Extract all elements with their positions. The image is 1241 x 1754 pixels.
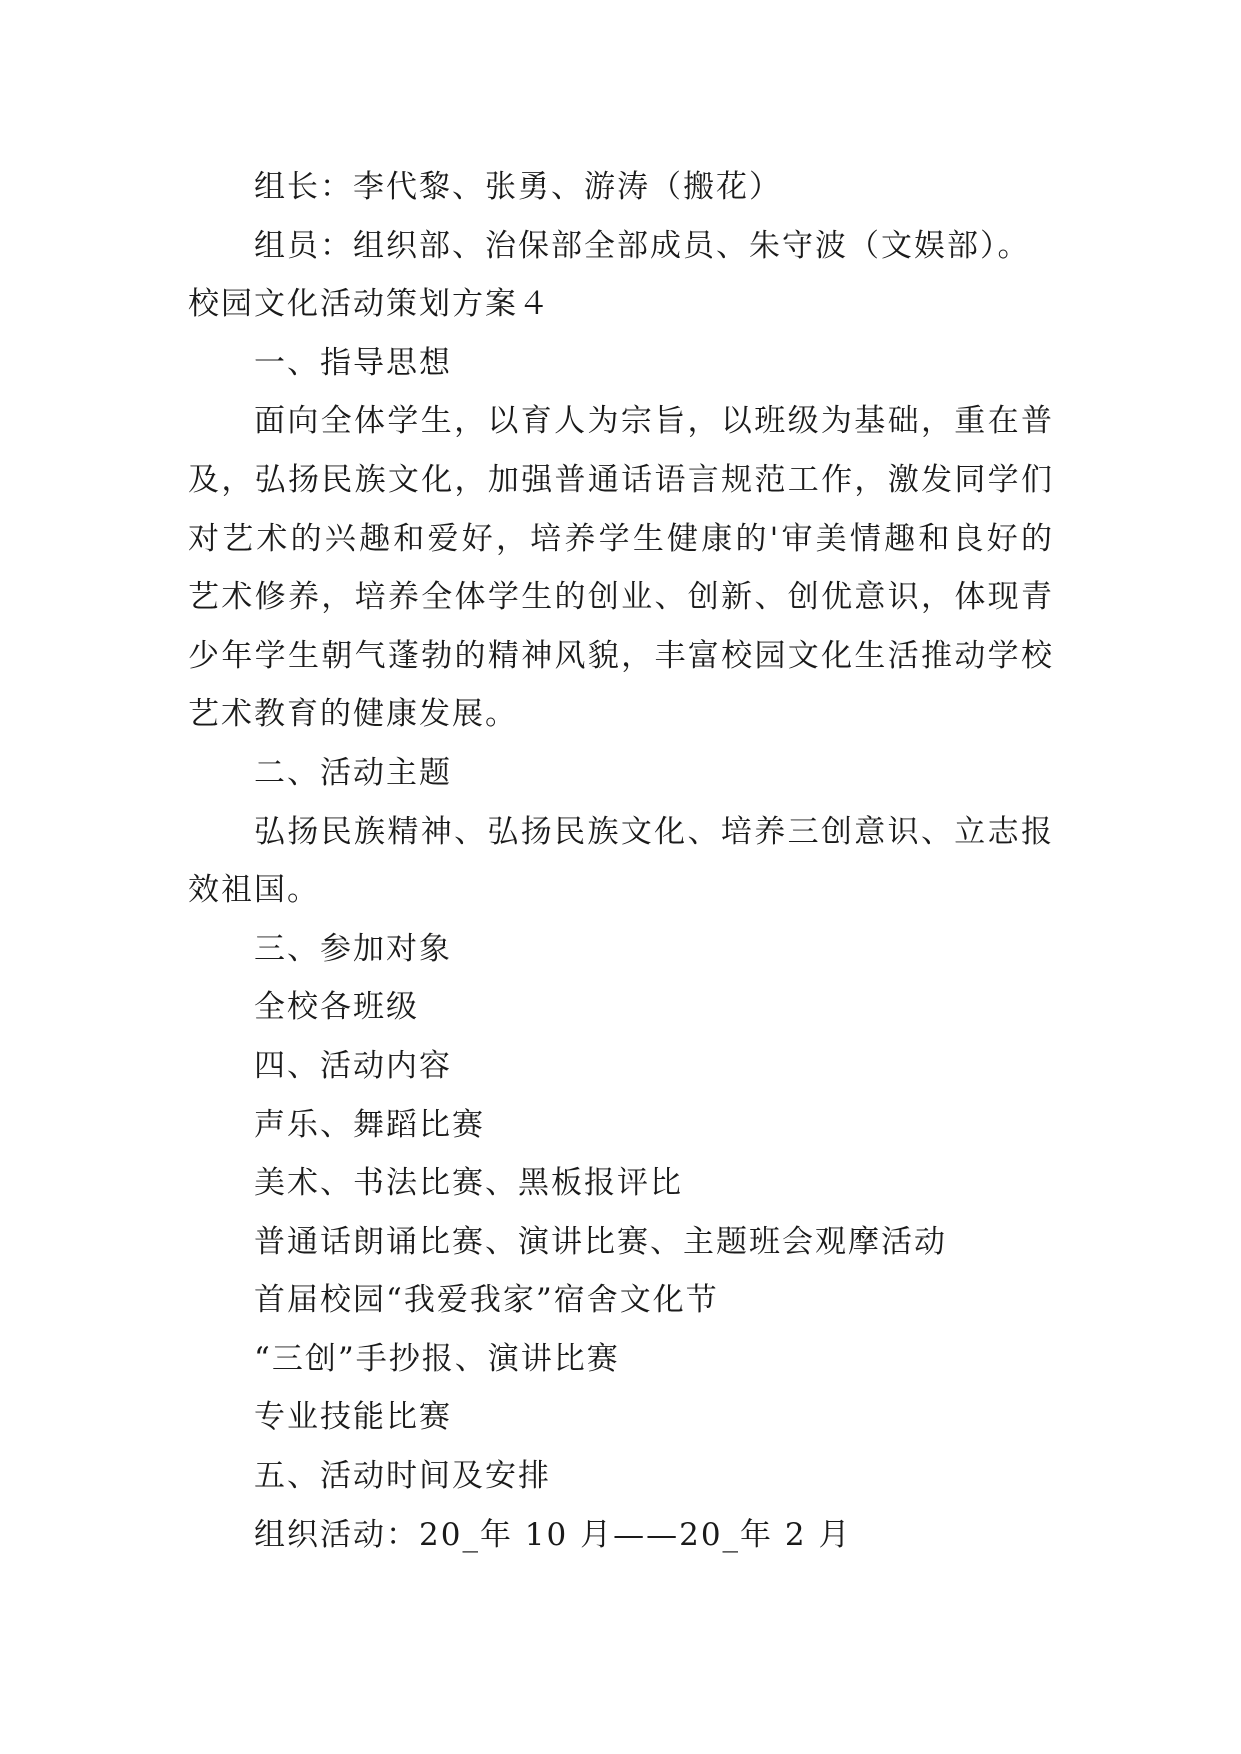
section-title: 校园文化活动策划方案４ [188,286,551,323]
paragraph-member-group: 组员：组织部、治保部全部成员、朱守波（文娱部）。 [254,227,1031,264]
paragraph-schedule: 组织活动：20_年 10 月——20_年 2 月 [254,1516,852,1553]
list-item: 声乐、舞蹈比赛 [254,1106,485,1143]
paragraph-line: 效祖国。 [188,872,320,909]
list-item: 全校各班级 [254,989,419,1026]
list-item: 专业技能比赛 [254,1399,452,1436]
heading-activity-theme: 二、活动主题 [254,754,452,791]
heading-activity-content: 四、活动内容 [254,1047,452,1084]
heading-time-arrangement: 五、活动时间及安排 [254,1458,551,1495]
paragraph-line: 艺术教育的健康发展。 [188,696,518,733]
paragraph-line: 面向全体学生，以育人为宗旨，以班级为基础，重在普 [254,403,1054,440]
heading-guiding-thought: 一、指导思想 [254,344,452,381]
list-item: 首届校园“我爱我家”宿舍文化节 [254,1282,719,1319]
paragraph-line: 及，弘扬民族文化，加强普通话语言规范工作，激发同学们 [188,461,1054,498]
paragraph-leader-group: 组长：李代黎、张勇、游涛（搬花） [254,169,782,205]
list-item: “三创”手抄报、演讲比赛 [254,1340,620,1377]
paragraph-line: 弘扬民族精神、弘扬民族文化、培养三创意识、立志报 [254,813,1054,850]
paragraph-line: 艺术修养，培养全体学生的创业、创新、创优意识，体现青 [188,579,1054,616]
list-item: 美术、书法比赛、黑板报评比 [254,1165,683,1202]
list-item: 普通话朗诵比赛、演讲比赛、主题班会观摩活动 [254,1223,947,1260]
heading-participants: 三、参加对象 [254,930,452,967]
paragraph-line: 对艺术的兴趣和爱好，培养学生健康的'审美情趣和良好的 [188,520,1054,557]
document-body [188,158,1054,1564]
paragraph-line: 少年学生朝气蓬勃的精神风貌，丰富校园文化生活推动学校 [188,637,1054,674]
